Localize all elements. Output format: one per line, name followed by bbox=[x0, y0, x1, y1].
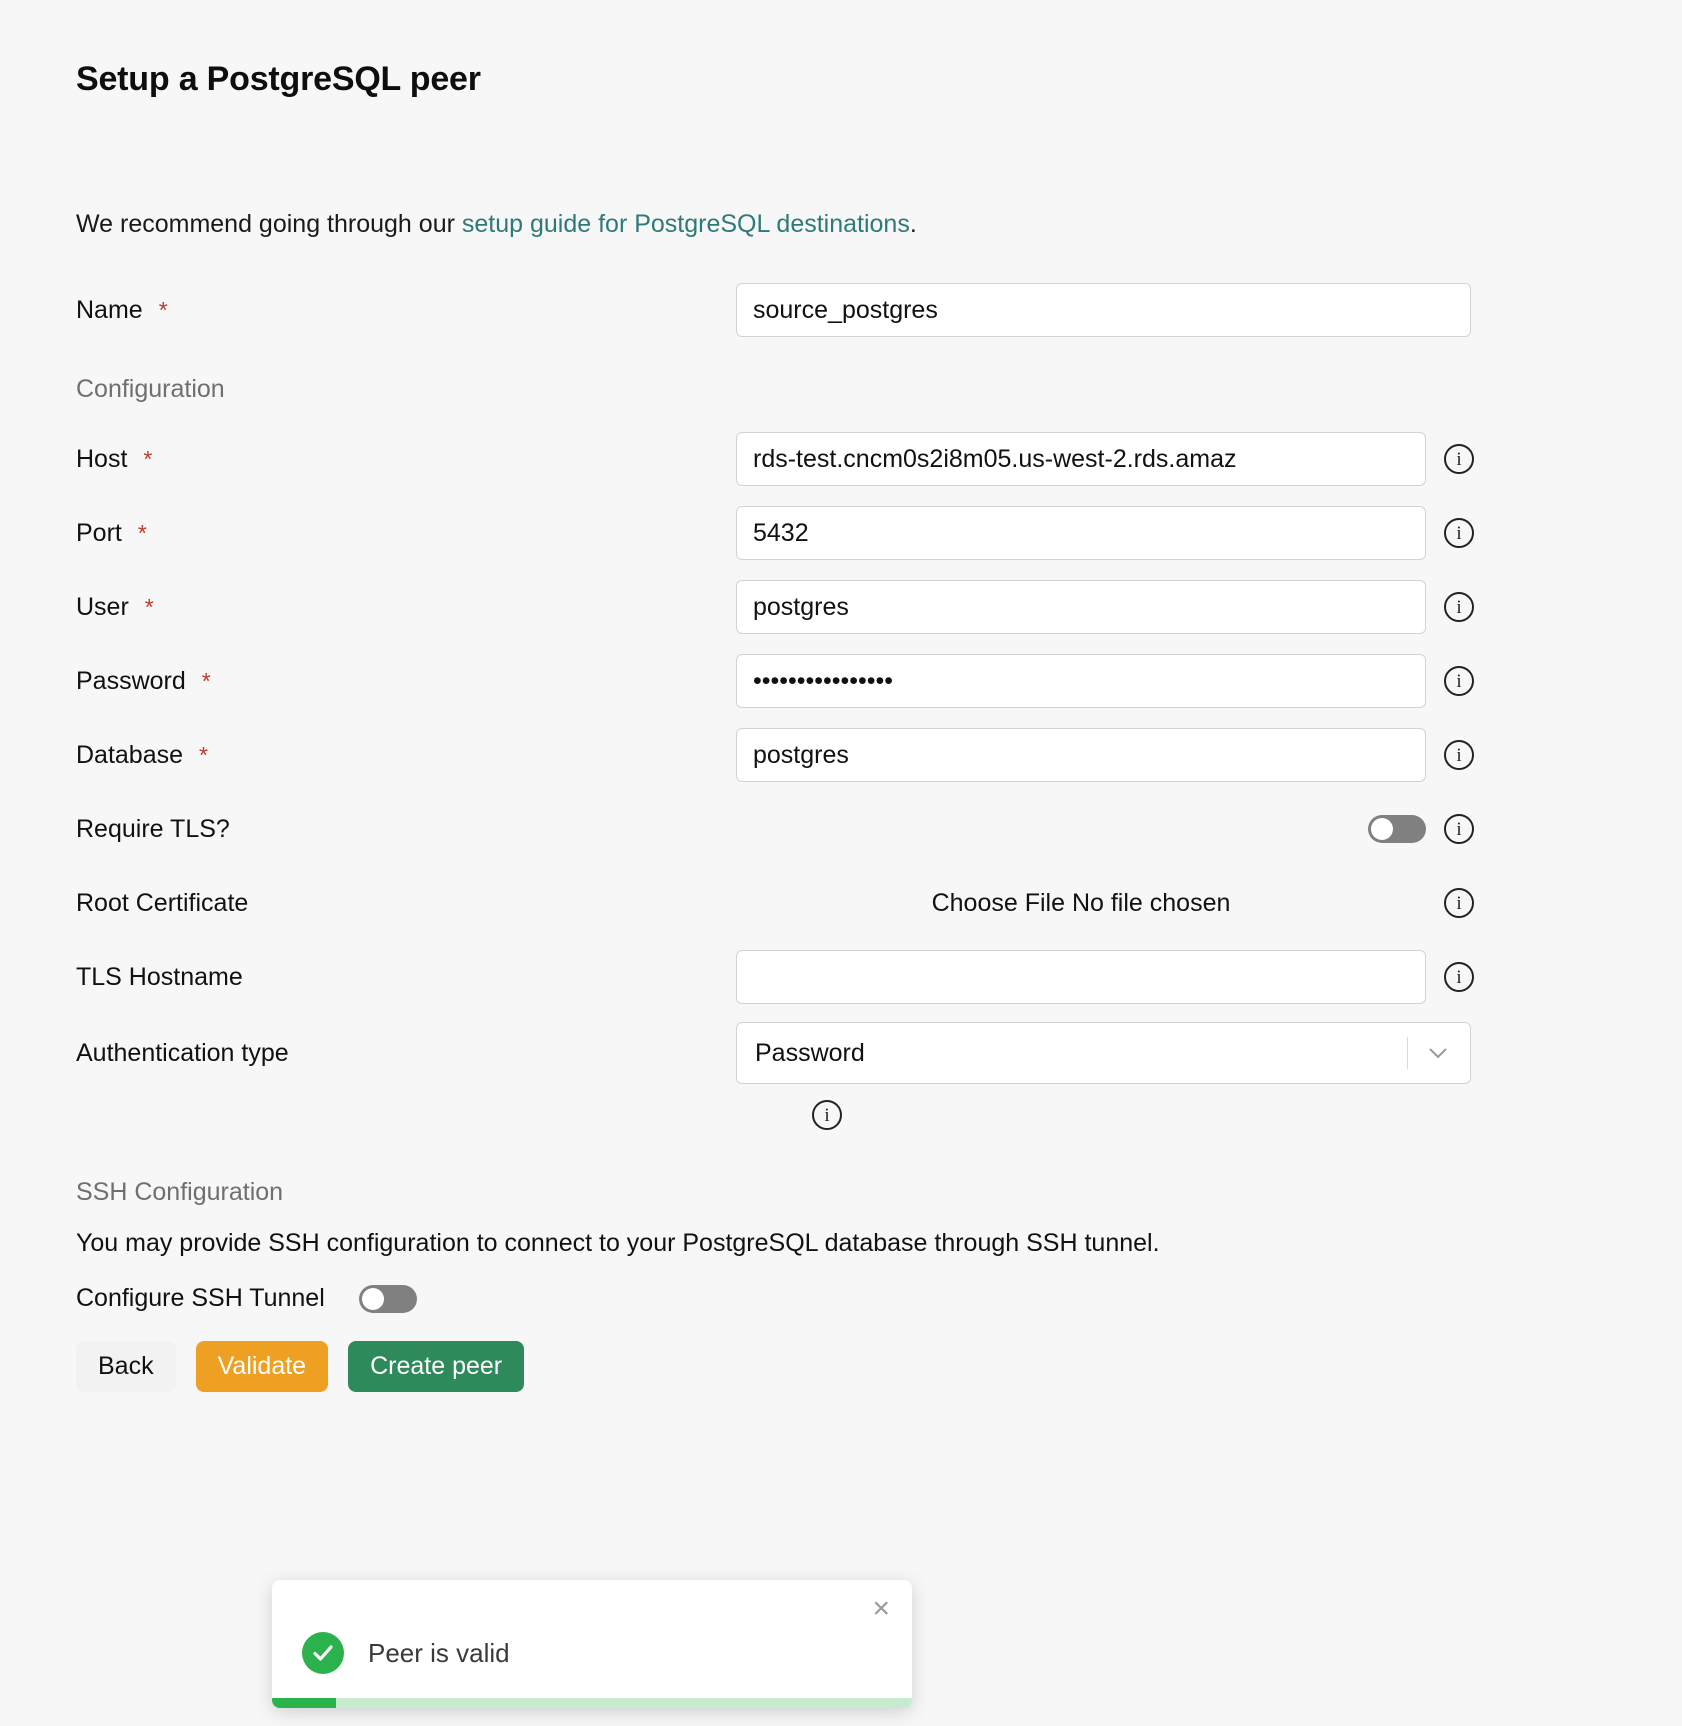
host-label: Host bbox=[76, 444, 128, 473]
intro-prefix: We recommend going through our bbox=[76, 210, 462, 238]
info-icon[interactable]: i bbox=[1444, 814, 1474, 844]
root-certificate-row bbox=[76, 874, 1606, 932]
info-icon[interactable]: i bbox=[1444, 888, 1474, 918]
name-row bbox=[76, 281, 1606, 339]
name-label: Name bbox=[76, 295, 143, 324]
tls-hostname-control bbox=[736, 950, 1474, 1004]
info-icon[interactable]: i bbox=[1444, 666, 1474, 696]
auth-type-select[interactable] bbox=[736, 1022, 1471, 1084]
user-input[interactable] bbox=[736, 580, 1426, 634]
database-input[interactable] bbox=[736, 728, 1426, 782]
database-row bbox=[76, 726, 1606, 784]
tls-hostname-label: TLS Hostname bbox=[76, 962, 243, 991]
auth-type-info-row bbox=[812, 1100, 1606, 1130]
password-label-group bbox=[76, 667, 736, 696]
close-icon[interactable]: × bbox=[872, 1592, 890, 1625]
auth-type-selected-value: Password bbox=[755, 1038, 865, 1067]
success-check-icon bbox=[302, 1632, 344, 1674]
info-icon[interactable]: i bbox=[1444, 518, 1474, 548]
ssh-description: You may provide SSH configuration to connect to your PostgreSQL database through SSH tunnel. bbox=[76, 1229, 1160, 1257]
create-peer-button[interactable]: Create peer bbox=[348, 1341, 524, 1392]
configure-ssh-tunnel-toggle[interactable] bbox=[359, 1285, 417, 1313]
password-label: Password bbox=[76, 666, 186, 695]
file-input-wrap[interactable] bbox=[736, 889, 1426, 918]
name-label-group bbox=[76, 296, 736, 325]
peer-form bbox=[76, 281, 1606, 1130]
ssh-configuration-section bbox=[76, 1178, 1606, 1392]
toast-notification bbox=[272, 1580, 912, 1708]
root-certificate-label: Root Certificate bbox=[76, 888, 249, 917]
file-status-text: No file chosen bbox=[1071, 888, 1231, 917]
user-label: User bbox=[76, 592, 129, 621]
database-control bbox=[736, 728, 1474, 782]
port-input[interactable] bbox=[736, 506, 1426, 560]
host-row bbox=[76, 430, 1606, 488]
info-icon[interactable]: i bbox=[1444, 592, 1474, 622]
name-required-asterisk: * bbox=[158, 296, 168, 323]
toast-body bbox=[302, 1632, 882, 1674]
info-icon[interactable]: i bbox=[1444, 962, 1474, 992]
password-required-asterisk: * bbox=[201, 667, 211, 694]
require-tls-label: Require TLS? bbox=[76, 814, 230, 843]
host-required-asterisk: * bbox=[143, 445, 153, 472]
require-tls-toggle[interactable] bbox=[1368, 815, 1426, 843]
toast-message: Peer is valid bbox=[368, 1637, 510, 1668]
require-tls-label-group bbox=[76, 815, 736, 844]
form-actions bbox=[76, 1341, 1606, 1392]
host-input[interactable] bbox=[736, 432, 1426, 486]
port-label: Port bbox=[76, 518, 122, 547]
info-icon[interactable]: i bbox=[1444, 740, 1474, 770]
root-certificate-label-group bbox=[76, 889, 736, 918]
require-tls-row bbox=[76, 800, 1606, 858]
validate-button[interactable]: Validate bbox=[196, 1341, 329, 1392]
database-label-group bbox=[76, 741, 736, 770]
port-label-group bbox=[76, 519, 736, 548]
database-required-asterisk: * bbox=[199, 741, 208, 768]
toast-progress-bar bbox=[272, 1698, 912, 1708]
user-required-asterisk: * bbox=[144, 593, 154, 620]
require-tls-control bbox=[736, 814, 1474, 844]
ssh-toggle-row bbox=[76, 1284, 1606, 1313]
port-required-asterisk: * bbox=[137, 519, 147, 546]
auth-type-control bbox=[736, 1022, 1471, 1084]
configuration-section-label: Configuration bbox=[76, 375, 225, 403]
setup-guide-link[interactable]: setup guide for PostgreSQL destinations bbox=[461, 210, 910, 238]
auth-type-row bbox=[76, 1022, 1606, 1084]
user-label-group bbox=[76, 593, 736, 622]
auth-type-label-group bbox=[76, 1039, 736, 1068]
port-control bbox=[736, 506, 1474, 560]
auth-type-label: Authentication type bbox=[76, 1038, 289, 1067]
user-control bbox=[736, 580, 1474, 634]
choose-file-button[interactable]: Choose File bbox=[931, 888, 1065, 917]
password-control bbox=[736, 654, 1474, 708]
require-tls-toggle-wrap bbox=[736, 815, 1426, 843]
ssh-section-label: SSH Configuration bbox=[76, 1178, 284, 1206]
host-control bbox=[736, 432, 1474, 486]
user-row bbox=[76, 578, 1606, 636]
password-input[interactable] bbox=[736, 654, 1426, 708]
intro-suffix: . bbox=[909, 210, 917, 238]
chevron-down-icon[interactable] bbox=[1428, 1047, 1448, 1059]
database-label: Database bbox=[76, 740, 184, 769]
name-control bbox=[736, 283, 1471, 337]
tls-hostname-row bbox=[76, 948, 1606, 1006]
back-button[interactable]: Back bbox=[76, 1341, 176, 1392]
tls-hostname-input[interactable] bbox=[736, 950, 1426, 1004]
host-label-group bbox=[76, 445, 736, 474]
root-certificate-control bbox=[736, 888, 1474, 918]
select-divider bbox=[1407, 1037, 1408, 1069]
name-input[interactable] bbox=[736, 283, 1471, 337]
info-icon[interactable]: i bbox=[812, 1100, 842, 1130]
password-row bbox=[76, 652, 1606, 710]
info-icon[interactable]: i bbox=[1444, 444, 1474, 474]
tls-hostname-label-group bbox=[76, 963, 736, 992]
page-title: Setup a PostgreSQL peer bbox=[76, 60, 481, 98]
ssh-toggle-label: Configure SSH Tunnel bbox=[76, 1284, 325, 1312]
intro-text bbox=[76, 209, 1606, 239]
port-row bbox=[76, 504, 1606, 562]
